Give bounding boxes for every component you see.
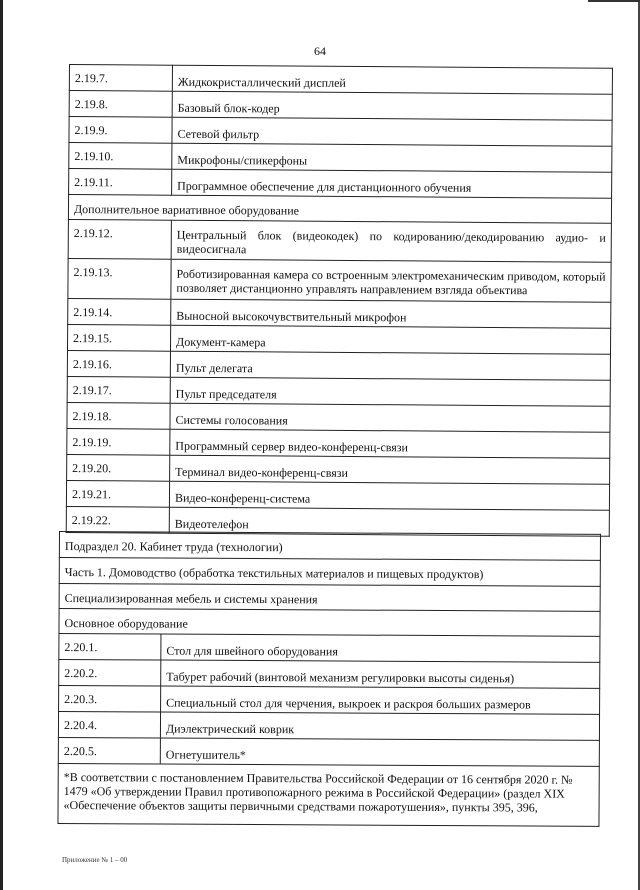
row-number: 2.19.22. — [66, 506, 169, 533]
row-text: Видеотелефон — [169, 507, 609, 536]
row-text: Микрофоны/спикерфоны — [172, 143, 612, 172]
row-number: 2.19.15. — [67, 324, 170, 351]
row-number: 2.20.4. — [58, 712, 160, 739]
row-number: 2.19.7. — [69, 65, 172, 92]
row-number: 2.19.17. — [67, 376, 170, 403]
row-text: Специальный стол для черчения, выкроек и раскроя больших размеров — [161, 686, 600, 714]
specialized-heading: Специализированная мебель и системы хранения — [59, 584, 600, 612]
row-text: Базовый блок-кодер — [172, 91, 612, 120]
row-text: Пульт делегата — [170, 351, 610, 380]
section-row — [68, 195, 611, 224]
table-row — [69, 65, 612, 95]
table-row — [69, 143, 612, 173]
table-row — [67, 402, 610, 432]
table-row — [68, 219, 611, 262]
row-text: Диэлектрический коврик — [160, 712, 599, 740]
row-number: 2.19.19. — [67, 428, 170, 455]
row-number: 2.20.5. — [58, 737, 160, 764]
row-text: Жидкокристаллический дисплей — [172, 65, 612, 94]
row-number: 2.19.14. — [68, 298, 171, 325]
row-text: Терминал видео-конференц-связи — [170, 455, 610, 484]
table-row — [66, 480, 609, 510]
row-number: 2.19.9. — [69, 117, 172, 144]
row-text: Документ-камера — [170, 325, 610, 354]
row-text: Стол для швейного оборудования — [161, 634, 600, 662]
row-text: Сетевой фильтр — [172, 117, 612, 146]
row-number: 2.19.13. — [68, 258, 171, 299]
row-number: 2.19.20. — [67, 454, 170, 481]
basic-equipment-heading: Основное оборудование — [59, 609, 600, 637]
row-text: Табурет рабочий (винтовой механизм регулировки высоты сиденья) — [161, 660, 600, 688]
row-text: Центральный блок (видеокодек) по кодированию/декодированию аудио- и видеосигнала — [171, 220, 611, 262]
table-row — [67, 324, 610, 354]
section-row — [59, 609, 600, 637]
footer-annotation: Приложение № 1 – 00 — [62, 856, 128, 864]
table-row — [67, 428, 610, 458]
row-number: 2.19.12. — [68, 219, 171, 259]
page-number: 64 — [314, 44, 326, 58]
row-text: Видео-конференц-система — [169, 481, 609, 510]
table-row — [58, 737, 599, 766]
table-row — [58, 712, 599, 741]
table-row — [68, 298, 611, 328]
row-number: 2.19.18. — [67, 402, 170, 429]
row-number: 2.19.21. — [66, 480, 169, 507]
row-text: Выносной высокочувствительный микрофон — [171, 299, 611, 328]
row-text: Программный сервер видео-конференц-связи — [170, 429, 610, 458]
table-row — [69, 91, 612, 121]
row-number: 2.20.1. — [59, 634, 161, 661]
row-number: 2.20.3. — [59, 686, 161, 713]
table-row — [59, 634, 600, 663]
equipment-table-upper — [66, 64, 613, 537]
section-row — [59, 558, 600, 587]
row-text: Программное обеспечение для дистанционного обучения — [172, 169, 612, 198]
row-text: Огнетушитель* — [160, 738, 599, 766]
section-additional-heading: Дополнительное вариативное оборудование — [68, 195, 611, 224]
section-row — [59, 584, 600, 612]
equipment-table-lower — [57, 531, 601, 827]
table-row — [67, 350, 610, 380]
table-row — [68, 258, 611, 302]
table-row — [59, 686, 600, 715]
table-row — [59, 660, 600, 689]
table-row — [69, 117, 612, 147]
part-heading: Часть 1. Домоводство (обработка текстильных материалов и пищевых продуктов) — [59, 558, 600, 587]
row-number: 2.19.10. — [69, 143, 172, 170]
row-number: 2.20.2. — [59, 660, 161, 687]
footnote-row — [58, 763, 599, 826]
row-text: Пульт председателя — [170, 377, 610, 406]
row-number: 2.19.11. — [69, 169, 172, 196]
table-row — [67, 454, 610, 484]
row-text: Системы голосования — [170, 403, 610, 432]
row-number: 2.19.16. — [67, 350, 170, 377]
table-row — [69, 169, 612, 199]
row-number: 2.19.8. — [69, 91, 172, 118]
footnote-text: *В соответствии с постановлением Правительства Российской Федерации от 16 сентября 2020 г. № 1479 «Об утверждении Правил противопожарного режима в Российской Федерации» (раздел XIX «Обеспечение объектов защиты первичными средствами пожаротушения», пункты 395, 396, — [58, 763, 599, 826]
subsection-heading: Подраздел 20. Кабинет труда (технологии) — [59, 532, 600, 561]
section-row — [59, 532, 600, 561]
row-text: Роботизированная камера со встроенным электромеханическим приводом, который позволяет дистанционно управлять направлением взгляда объектива — [171, 259, 611, 302]
table-row — [67, 376, 610, 406]
